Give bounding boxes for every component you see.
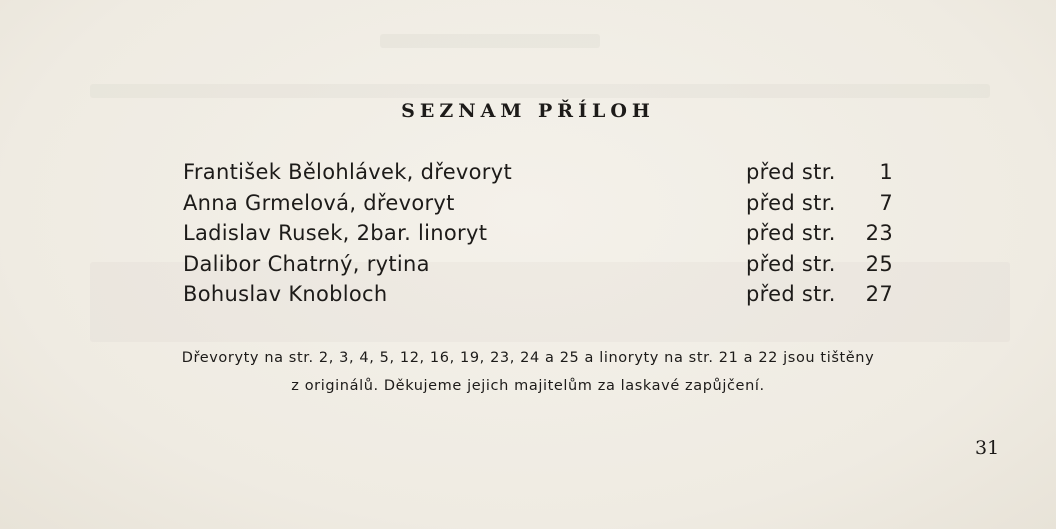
- entry-page: 1: [879, 160, 893, 184]
- list-item: [183, 160, 903, 191]
- page-number: 31: [975, 437, 1000, 459]
- entry-ref: před str.: [746, 282, 836, 306]
- entry-ref: před str.: [746, 221, 836, 245]
- list-item: [183, 221, 903, 252]
- attachments-list: [183, 160, 903, 313]
- entry-name: Bohuslav Knobloch: [183, 282, 388, 306]
- footnote: [0, 344, 1056, 400]
- entry-page: 25: [865, 251, 893, 276]
- entry-ref: před str.: [746, 160, 836, 184]
- entry-page: 7: [879, 190, 893, 215]
- entry-name: Anna Grmelová, dřevoryt: [183, 190, 455, 215]
- entry-name: Dalibor Chatrný, rytina: [183, 251, 430, 276]
- entry-name: František Bělohlávek, dřevoryt: [183, 160, 513, 184]
- list-item: [183, 191, 903, 222]
- page-title: SEZNAM PŘÍLOH: [401, 100, 655, 122]
- list-item: [183, 282, 903, 313]
- entry-ref: před str.: [746, 190, 836, 215]
- bleed-through-decoration: [90, 84, 990, 98]
- footnote-line-2: z originálů. Děkujeme jejich majitelům za laskavé zapůjčení.: [291, 378, 765, 394]
- list-item: [183, 252, 903, 283]
- entry-page: 23: [865, 221, 893, 245]
- entry-ref: před str.: [746, 251, 836, 276]
- entry-page: 27: [865, 282, 893, 306]
- footnote-line-1: Dřevoryty na str. 2, 3, 4, 5, 12, 16, 19, 23, 24 a 25 a linoryty na str. 21 a 22 jsou tištěny: [181, 350, 875, 366]
- bleed-through-decoration: [380, 34, 600, 48]
- entry-name: Ladislav Rusek, 2bar. linoryt: [183, 221, 488, 245]
